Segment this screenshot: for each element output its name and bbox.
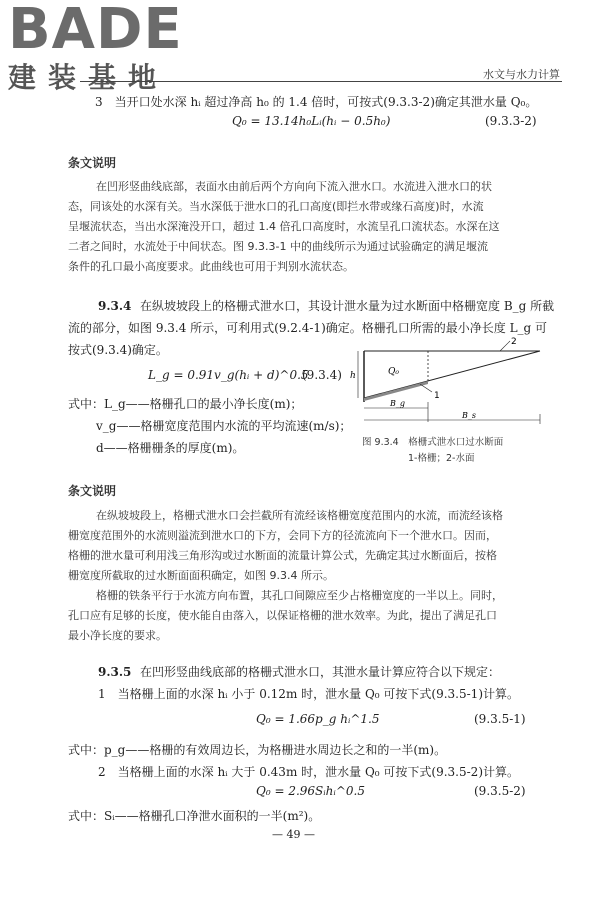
equation-number-9351: (9.3.5-1) [474, 712, 526, 726]
note2-line: 格栅的铁条平行于水流方向布置，其孔口间隙应至少占格栅宽度的一半以上。同时， [96, 589, 503, 602]
note1-line: 条件的孔口最小高度要求。此曲线也可用于判别水流状态。 [68, 260, 354, 273]
figure-caption: 图 9.3.4 格栅式泄水口过水断面 [362, 437, 504, 448]
figure-label-h: h [350, 371, 356, 381]
figure-label-bg: B_g [390, 399, 405, 408]
equation-934: L_g = 0.91v_g(hᵢ + d)^0.5 [148, 368, 309, 382]
equation-number-9332: (9.3.3-2) [485, 114, 537, 128]
figure-label-2: 2 [511, 337, 517, 347]
clause-934-line: 按式(9.3.4)确定。 [68, 343, 168, 357]
figure-gutter-cross-section [350, 336, 550, 426]
equation-9352: Q₀ = 2.96Sᵢhᵢ^0.5 [256, 784, 365, 798]
equation-number-9352: (9.3.5-2) [474, 784, 526, 798]
definition-d: d——格栅栅条的厚度(m)。 [96, 441, 245, 455]
definition-pg: 式中：p_g——格栅的有效周边长，为格栅进水周边长之和的一半(m)。 [68, 743, 447, 757]
section-title: 水文与水力计算 [483, 68, 560, 81]
figure-legend: 1-格栅；2-水面 [408, 453, 475, 464]
equation-number-934: (9.3.4) [302, 368, 342, 382]
definition-si: 式中：Sᵢ——格栅孔口净泄水面积的一半(m²)。 [68, 809, 321, 823]
clause-935-intro: 在凹形竖曲线底部的格栅式泄水口，其泄水量计算应符合以下规定： [140, 665, 501, 679]
note1-line: 呈堰流状态，当出水深淹没开口，超过 1.4 倍孔口高度时，水流呈孔口流状态。水深在这 [68, 220, 500, 233]
clause-935-item-1: 1 当格栅上面的水深 hᵢ 小于 0.12m 时，泄水量 Q₀ 可按下式(9.3.5-1)计算。 [98, 687, 519, 701]
figure-label-1: 1 [434, 391, 440, 401]
clause-item-3: 3 当开口处水深 hᵢ 超过净高 h₀ 的 1.4 倍时，可按式(9.3.3-2)确定其泄水量 Q₀。 [95, 95, 538, 109]
logo-subtext: 建装基地 [8, 61, 169, 94]
note2-line: 在纵坡坡段上，格栅式泄水口会拦截所有流经该格栅宽度范围内的水流，而流经该格 [96, 509, 503, 522]
definition-vg: v_g——格栅宽度范围内水流的平均流速(m/s)； [96, 419, 352, 433]
figure-label-bs: B_s [462, 411, 476, 420]
note-title-1: 条文说明 [68, 156, 117, 170]
clause-number-935: 9.3.5 [98, 665, 132, 679]
note2-line: 格栅的泄水量可利用浅三角形沟或过水断面的流量计算公式，先确定其过水断面后，按格 [68, 549, 497, 562]
equation-9332: Q₀ = 13.14h₀Lᵢ(hᵢ − 0.5h₀) [232, 114, 391, 128]
note1-line: 态，同该处的水深有关。当水深低于泄水口的孔口高度(即拦水带或缘石高度)时，水流 [68, 200, 484, 213]
page-number: — 49 — [272, 828, 315, 841]
logo-text: BADE [8, 0, 183, 62]
clause-number-934: 9.3.4 [98, 299, 132, 313]
header-divider [80, 81, 562, 82]
clause-934-line: 在纵坡坡段上的格栅式泄水口，其设计泄水量为过水断面中格栅宽度 B_g 所截 [140, 299, 555, 313]
grate-hatch [364, 381, 428, 401]
note-title-2: 条文说明 [68, 484, 117, 498]
definition-Lg: 式中：L_g——格栅孔口的最小净长度(m)； [68, 397, 303, 411]
clause-934-line: 流的部分，如图 9.3.4 所示，可利用式(9.2.4-1)确定。格栅孔口所需的最小净长度 L_g 可 [68, 321, 548, 335]
note1-line: 二者之间时，水流处于中间状态。图 9.3.3-1 中的曲线所示为通过试验确定的满足堰流 [68, 240, 488, 253]
equation-9351: Q₀ = 1.66p_g hᵢ^1.5 [256, 712, 380, 726]
note2-line: 孔口应有足够的长度，使水能自由落入，以保证格栅的泄水效率。为此，提出了满足孔口 [68, 609, 497, 622]
note2-line: 栅宽度范围外的水流则溢流到泄水口的下方，会同下方的径流流向下一个泄水口。因而， [68, 529, 497, 542]
leader-line-2 [500, 341, 510, 351]
note2-line: 最小净长度的要求。 [68, 629, 167, 642]
clause-935-item-2: 2 当格栅上面的水深 hᵢ 大于 0.43m 时，泄水量 Q₀ 可按下式(9.3.5-2)计算。 [98, 765, 519, 779]
note1-line: 在凹形竖曲线底部，表面水由前后两个方向向下流入泄水口。水流进入泄水口的状 [96, 180, 492, 193]
note2-line: 栅宽度所截取的过水断面面积确定，如图 9.3.4 所示。 [68, 569, 334, 582]
figure-label-q0: Q₀ [388, 367, 399, 377]
leader-line-1 [420, 384, 432, 392]
